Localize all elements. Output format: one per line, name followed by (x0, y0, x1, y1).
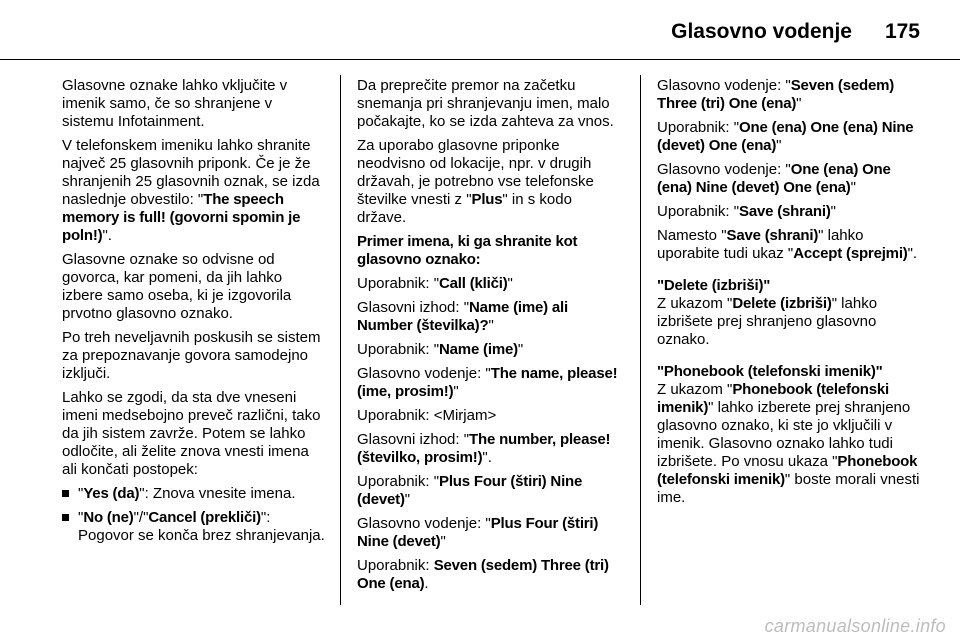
column-2 (357, 77, 623, 599)
dialog-line: Glasovno vodenje: "The name, please! (ime, prosim!)" (357, 365, 618, 400)
paragraph: Za uporabo glasovne priponke neodvisno od lokacije, npr. v drugih državah, je potrebno vse telefonske številke vnesti z "Plus" in s kodo države. (357, 137, 594, 226)
page-number: 175 (884, 20, 920, 43)
list-item: "No (ne)"/"Cancel (prekliči)": Pogovor se konča brez shranjevanja. (62, 509, 326, 545)
section-heading: Primer imena, ki ga shranite kot glasovno oznako: (357, 233, 578, 268)
paragraph: Namesto "Save (shrani)" lahko uporabite tudi ukaz "Accept (sprejmi)". (657, 227, 918, 262)
dialog-line: Glasovni izhod: "The number, please! (številko, prosim!)". (357, 431, 611, 466)
paragraph: Po treh neveljavnih poskusih se sistem za prepoznavanje govora samodejno izključi. (62, 329, 321, 382)
list-item: "Yes (da)": Znova vnesite imena. (62, 485, 326, 503)
dialog-line: Uporabnik: "Save (shrani)" (657, 203, 836, 220)
dialog-line: Glasovno vodenje: "One (ena) One (ena) Nine (devet) One (ena)" (657, 161, 891, 196)
dialog-line: Uporabnik: "Plus Four (štiri) Nine (devet)" (357, 473, 583, 508)
header-rule (0, 59, 960, 60)
page-header (0, 0, 960, 60)
paragraph: V telefonskem imeniku lahko shranite največ 25 glasovnih priponk. Če je že shranjenih 25 glasovnih oznak, se izda naslednje obvestilo: "The speech memory is full! (govorni spomin je poln!)". (62, 137, 320, 244)
paragraph: Da preprečite premor na začetku snemanja pri shranjevanju imen, malo počakajte, ko se izda zahteva za vnos. (357, 77, 614, 130)
column-divider-1 (340, 75, 341, 605)
dialog-line: Uporabnik: Seven (sedem) Three (tri) One (ena). (357, 557, 609, 592)
dialog-line: Uporabnik: "Name (ime)" (357, 341, 524, 358)
paragraph: Lahko se zgodi, da sta dve vneseni imeni medsebojno preveč različni, tako da jih sistem zavrže. Potem se lahko odločite, ali želite znova vnesti imena ali končati postopek: (62, 389, 321, 478)
column-1 (62, 77, 326, 551)
dialog-line: Uporabnik: <Mirjam> (357, 407, 497, 424)
bullet-icon (62, 490, 69, 497)
dialog-line: Glasovno vodenje: "Seven (sedem) Three (tri) One (ena)" (657, 77, 895, 112)
paragraph: Z ukazom "Phonebook (telefonski imenik)" lahko izberete prej shranjeno glasovno oznako, ki ste jo vključili v imenik. Glasovno oznako lahko tudi izbrišete. Po vnosu ukaza "Phonebook (telefonski imenik)" boste morali vnesti ime. (657, 381, 920, 506)
option-list (62, 485, 326, 545)
dialog-line: Uporabnik: "Call (kliči)" (357, 275, 513, 292)
section-heading: "Delete (izbriši)" (657, 277, 771, 294)
paragraph: Glasovne oznake so odvisne od govorca, kar pomeni, da jih lahko izbere samo oseba, ki je izgovorila prvotno glasovno oznako. (62, 251, 292, 322)
dialog-line: Uporabnik: "One (ena) One (ena) Nine (devet) One (ena)" (657, 119, 914, 154)
paragraph: Z ukazom "Delete (izbriši)" lahko izbrišete prej shranjeno glasovno oznako. (657, 295, 878, 348)
column-3 (657, 77, 923, 513)
dialog-line: Glasovni izhod: "Name (ime) ali Number (številka)?" (357, 299, 568, 334)
section-heading: "Phonebook (telefonski imenik)" (657, 363, 883, 380)
paragraph: Glasovne oznake lahko vključite v imenik samo, če so shranjene v sistemu Infotainment. (62, 77, 288, 130)
bullet-icon (62, 514, 69, 521)
watermark: carmanualsonline.info (764, 616, 946, 636)
column-divider-2 (640, 75, 641, 605)
dialog-line: Glasovno vodenje: "Plus Four (štiri) Nine (devet)" (357, 515, 599, 550)
page-title: Glasovno vodenje (671, 20, 852, 43)
